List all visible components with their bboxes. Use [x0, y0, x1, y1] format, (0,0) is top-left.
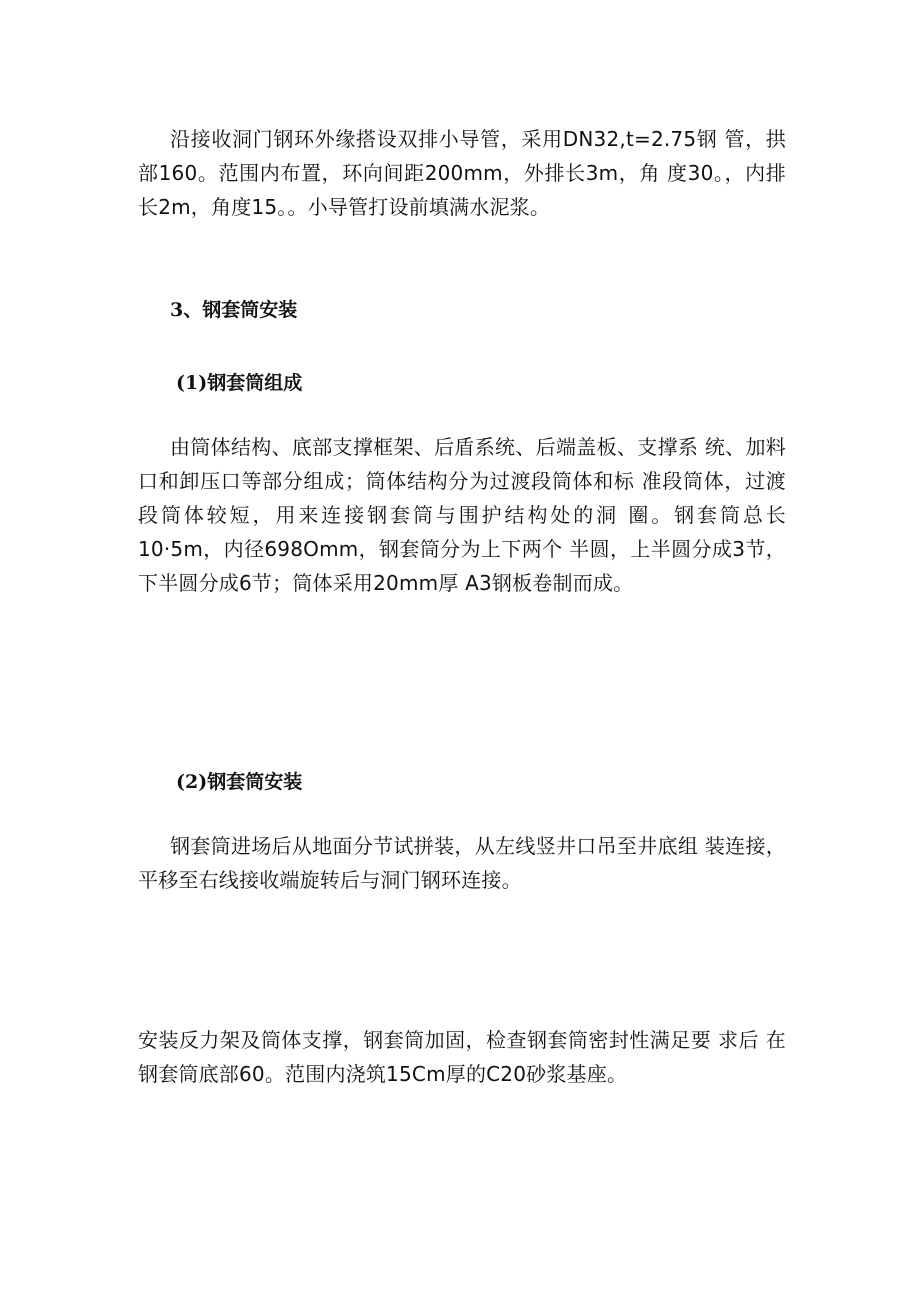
subheading-sleeve-installation: (2)钢套筒安装	[176, 771, 303, 793]
paragraph-sleeve-composition: 由筒体结构、底部支撑框架、后盾系统、后端盖板、支撑系 统、加料口和卸压口等部分组成；筒体结构分为过渡段筒体和标 准段筒体，过渡段筒体较短，用来连接钢套筒与围护结构处的洞 圈。钢套筒总长10·5m，内径698Omm，钢套筒分为上下两个 半圆，上半圆分成3节，下半圆分成6节；筒体采用20mm厚 A3钢板卷制而成。	[138, 435, 786, 595]
paragraph-pipe-support: 沿接收洞门钢环外缘搭设双排小导管，采用DN32,t=2.75钢 管，拱部160。范围内布置，环向间距200mm，外排长3m，角 度30。，内排长2m，角度15。。小导管打设前填满水泥浆。	[138, 127, 786, 219]
paragraph-reaction-frame: 安装反力架及筒体支撑，钢套筒加固，检查钢套筒密封性满足要 求后 在钢套筒底部60。范围内浇筑15Cm厚的C20砂浆基座。	[138, 1028, 786, 1086]
paragraph-sleeve-assembly: 钢套筒进场后从地面分节试拼装，从左线竖井口吊至井底组 装连接，平移至右线接收端旋转后与洞门钢环连接。	[138, 834, 786, 892]
subheading-sleeve-composition: (1)钢套筒组成	[176, 372, 303, 394]
section-heading-steel-sleeve-install: 3、钢套筒安装	[170, 299, 298, 321]
